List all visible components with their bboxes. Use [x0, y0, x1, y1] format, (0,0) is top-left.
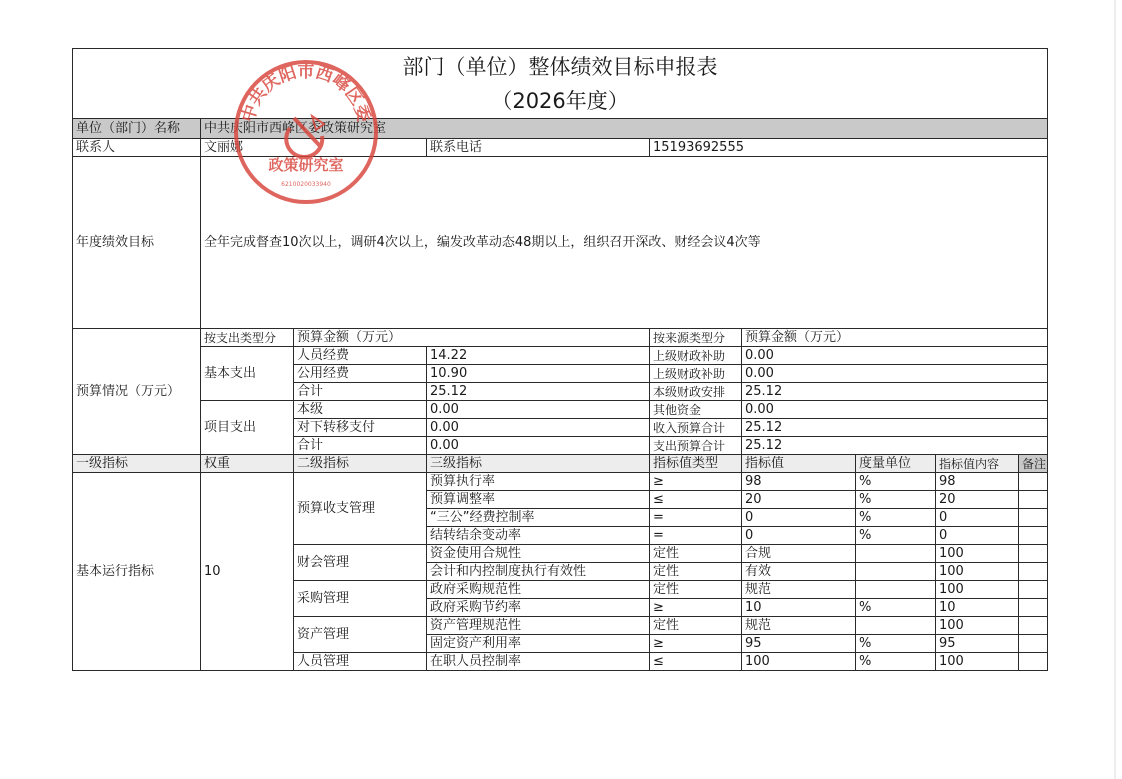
project-row-name: 合计	[294, 437, 427, 455]
source-amount: 25.12	[742, 437, 1048, 455]
measure-unit: %	[856, 527, 936, 545]
indicator-weight: 10	[201, 473, 294, 671]
level3-indicator: 固定资产利用率	[427, 635, 650, 653]
measure-unit: %	[856, 473, 936, 491]
indicator-value: 规范	[742, 581, 856, 599]
measure-unit: %	[856, 599, 936, 617]
measure-unit: %	[856, 491, 936, 509]
level3-indicator: 预算执行率	[427, 473, 650, 491]
level2-indicator: 资产管理	[294, 617, 427, 653]
basic-row-amount: 10.90	[427, 365, 650, 383]
value-content: 100	[936, 581, 1019, 599]
source-name: 上级财政补助	[650, 365, 742, 383]
basic-row-name: 公用经费	[294, 365, 427, 383]
level3-indicator: 资金使用合规性	[427, 545, 650, 563]
seal-code: 6210020033940	[281, 181, 331, 188]
measure-unit	[856, 581, 936, 599]
source-amount: 0.00	[742, 365, 1048, 383]
value-content: 100	[936, 545, 1019, 563]
header-weight: 权重	[201, 455, 294, 473]
remark-cell	[1019, 527, 1048, 545]
value-content: 0	[936, 527, 1019, 545]
measure-unit	[856, 545, 936, 563]
contact-label: 联系人	[73, 139, 201, 157]
value-content: 95	[936, 635, 1019, 653]
indicator-value: 95	[742, 635, 856, 653]
basic-row-amount: 25.12	[427, 383, 650, 401]
value-content: 100	[936, 617, 1019, 635]
value-type: ≥	[650, 635, 742, 653]
value-content: 10	[936, 599, 1019, 617]
source-name: 支出预算合计	[650, 437, 742, 455]
header-value-type: 指标值类型	[650, 455, 742, 473]
phone-value: 15193692555	[650, 139, 1048, 157]
unit-label: 单位（部门）名称	[73, 119, 201, 139]
seal-outer-text: 中共庆阳市西峰区委	[238, 61, 374, 125]
source-amount: 25.12	[742, 383, 1048, 401]
value-type: ≥	[650, 599, 742, 617]
project-row-amount: 0.00	[427, 419, 650, 437]
level2-indicator: 财会管理	[294, 545, 427, 581]
value-type: ≤	[650, 491, 742, 509]
indicator-value: 100	[742, 653, 856, 671]
level2-indicator: 人员管理	[294, 653, 427, 671]
goal-label: 年度绩效目标	[73, 157, 201, 329]
remark-cell	[1019, 599, 1048, 617]
value-content: 98	[936, 473, 1019, 491]
by-source-type: 按来源类型分	[650, 329, 742, 347]
form-table	[72, 48, 1048, 671]
budget-label: 预算情况（万元）	[73, 329, 201, 455]
measure-unit	[856, 617, 936, 635]
measure-unit	[856, 563, 936, 581]
basic-row-amount: 14.22	[427, 347, 650, 365]
level3-indicator: 会计和内控制度执行有效性	[427, 563, 650, 581]
remark-cell	[1019, 653, 1048, 671]
project-row-name: 本级	[294, 401, 427, 419]
value-content: 20	[936, 491, 1019, 509]
value-type: ≥	[650, 473, 742, 491]
header-value: 指标值	[742, 455, 856, 473]
form-title: 部门（单位）整体绩效目标申报表	[73, 49, 1048, 85]
project-row-amount: 0.00	[427, 401, 650, 419]
level2-indicator: 预算收支管理	[294, 473, 427, 545]
measure-unit: %	[856, 509, 936, 527]
remark-cell	[1019, 581, 1048, 599]
remark-cell	[1019, 491, 1048, 509]
scan-edge	[1114, 0, 1116, 779]
indicator-value: 20	[742, 491, 856, 509]
unit-value: 中共庆阳市西峰区委政策研究室	[201, 119, 1048, 139]
project-row-name: 对下转移支付	[294, 419, 427, 437]
indicator-value: 10	[742, 599, 856, 617]
indicator-value: 0	[742, 509, 856, 527]
remark-cell	[1019, 635, 1048, 653]
source-name: 收入预算合计	[650, 419, 742, 437]
value-type: 定性	[650, 581, 742, 599]
remark-cell	[1019, 545, 1048, 563]
level3-indicator: “三公”经费控制率	[427, 509, 650, 527]
level3-indicator: 预算调整率	[427, 491, 650, 509]
seal-inner-text: 政策研究室	[268, 156, 344, 174]
basic-row-name: 人员经费	[294, 347, 427, 365]
project-expense-label: 项目支出	[201, 401, 294, 455]
source-name: 上级财政补助	[650, 347, 742, 365]
value-type: 定性	[650, 617, 742, 635]
value-type: ≤	[650, 653, 742, 671]
value-type: =	[650, 509, 742, 527]
performance-form	[72, 48, 1047, 691]
indicator-value: 98	[742, 473, 856, 491]
project-row-amount: 0.00	[427, 437, 650, 455]
level3-indicator: 政府采购规范性	[427, 581, 650, 599]
remark-cell	[1019, 509, 1048, 527]
header-level3: 三级指标	[427, 455, 650, 473]
contact-person: 文丽娜	[201, 139, 427, 157]
value-type: =	[650, 527, 742, 545]
level3-indicator: 在职人员控制率	[427, 653, 650, 671]
measure-unit: %	[856, 635, 936, 653]
basic-expense-label: 基本支出	[201, 347, 294, 401]
remark-cell	[1019, 617, 1048, 635]
value-content: 0	[936, 509, 1019, 527]
remark-cell	[1019, 563, 1048, 581]
level3-indicator: 资产管理规范性	[427, 617, 650, 635]
form-year: （2026年度）	[73, 85, 1048, 119]
header-remark: 备注	[1019, 455, 1048, 473]
by-expense-type: 按支出类型分	[201, 329, 294, 347]
source-amount: 0.00	[742, 401, 1048, 419]
value-type: 定性	[650, 545, 742, 563]
remark-cell	[1019, 473, 1048, 491]
source-name: 本级财政安排	[650, 383, 742, 401]
indicator-value: 规范	[742, 617, 856, 635]
level1-indicator: 基本运行指标	[73, 473, 201, 671]
measure-unit: %	[856, 653, 936, 671]
header-level2: 二级指标	[294, 455, 427, 473]
amount-header: 预算金额（万元）	[294, 329, 650, 347]
phone-label: 联系电话	[427, 139, 650, 157]
goal-text: 全年完成督查10次以上，调研4次以上，编发改革动态48期以上，组织召开深改、财经会议4次等	[201, 157, 1048, 329]
level3-indicator: 政府采购节约率	[427, 599, 650, 617]
level2-indicator: 采购管理	[294, 581, 427, 617]
value-content: 100	[936, 563, 1019, 581]
source-amount: 25.12	[742, 419, 1048, 437]
basic-row-name: 合计	[294, 383, 427, 401]
level3-indicator: 结转结余变动率	[427, 527, 650, 545]
header-unit: 度量单位	[856, 455, 936, 473]
source-amount: 0.00	[742, 347, 1048, 365]
amount-header-2: 预算金额（万元）	[742, 329, 1048, 347]
source-name: 其他资金	[650, 401, 742, 419]
indicator-value: 有效	[742, 563, 856, 581]
indicator-value: 0	[742, 527, 856, 545]
header-level1: 一级指标	[73, 455, 201, 473]
header-content: 指标值内容	[936, 455, 1019, 473]
value-type: 定性	[650, 563, 742, 581]
indicator-value: 合规	[742, 545, 856, 563]
value-content: 100	[936, 653, 1019, 671]
